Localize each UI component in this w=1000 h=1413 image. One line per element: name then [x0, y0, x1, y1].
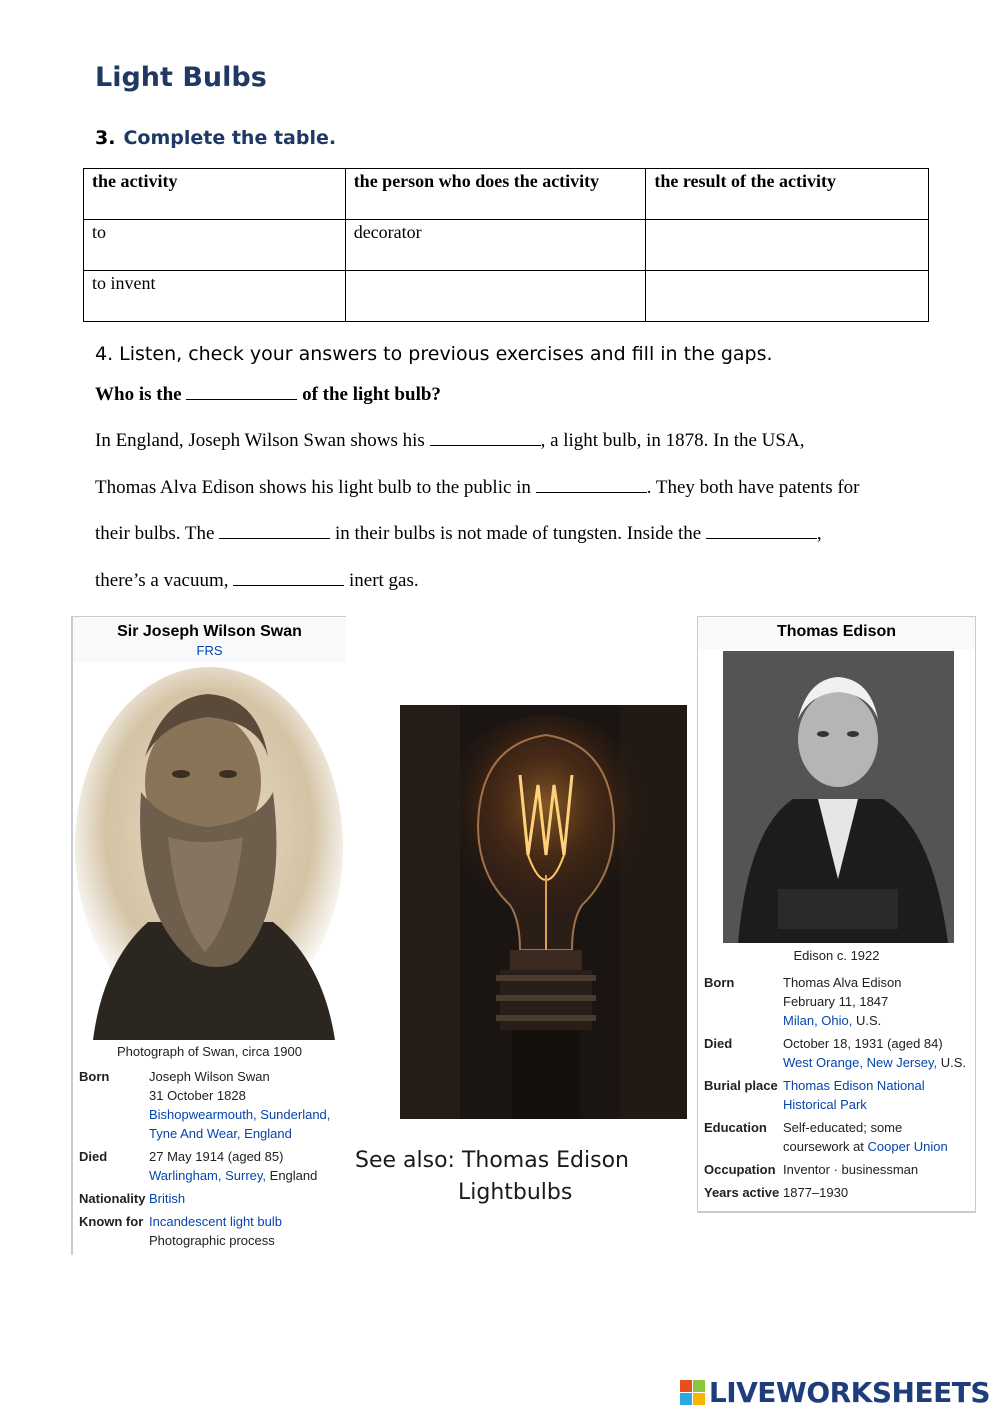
question-text: Who is the — [95, 384, 187, 405]
swan-portrait-image — [73, 662, 346, 1040]
died-place-text: U.S. — [937, 1055, 967, 1070]
see-also-line: Lightbulbs — [458, 1180, 573, 1205]
burial-row — [704, 1074, 969, 1116]
logo-tile — [680, 1393, 692, 1405]
infobox-name: Thomas Edison — [776, 623, 897, 640]
table-answer-cell[interactable] — [646, 271, 929, 322]
born-row — [79, 1065, 340, 1145]
born-value — [149, 1067, 340, 1143]
page-title: Light Bulbs — [95, 62, 267, 93]
paragraph-text: there’s a vacuum, — [95, 570, 234, 591]
born-name: Joseph Wilson Swan — [149, 1069, 270, 1084]
infobox-name: Sir Joseph Wilson Swan — [117, 623, 302, 640]
years-value: 1877–1930 — [783, 1185, 849, 1200]
paragraph-text: in their bulbs is not made of tungsten. Inside the — [330, 523, 706, 544]
known-link[interactable]: Incandescent light bulb — [149, 1214, 282, 1229]
table-cell: decorator — [345, 220, 646, 271]
table-cell: to invent — [84, 271, 346, 322]
paragraph-line — [95, 570, 419, 592]
paragraph-line — [95, 523, 822, 545]
known-label: Known for — [79, 1214, 144, 1229]
died-date: October 18, 1931 (aged 84) — [783, 1036, 943, 1051]
infobox-header — [73, 617, 346, 662]
education-text: Self-educated; some coursework at — [783, 1120, 903, 1154]
occupation-label: Occupation — [704, 1162, 776, 1177]
table-header-cell: the result of the activity — [646, 169, 929, 220]
edison-details — [698, 971, 975, 1204]
education-link[interactable]: Cooper Union — [867, 1139, 948, 1154]
died-place-link[interactable]: West Orange, New Jersey, — [783, 1055, 938, 1070]
occupation-value: Inventor · businessman — [783, 1162, 919, 1177]
born-label: Born — [704, 975, 735, 990]
infobox-header — [698, 617, 975, 649]
table-cell: to — [84, 220, 346, 271]
swan-infobox — [71, 616, 346, 1255]
born-place-text: U.S. — [852, 1013, 882, 1028]
burial-label: Burial place — [704, 1078, 778, 1093]
table-answer-cell[interactable] — [345, 271, 646, 322]
logo-tile — [693, 1380, 705, 1392]
born-place-link[interactable]: Milan, Ohio, — [783, 1013, 853, 1028]
died-value — [149, 1147, 340, 1185]
known-value — [149, 1212, 340, 1250]
gap-question — [95, 384, 441, 406]
task3-number: 3. — [95, 127, 116, 149]
task3-heading — [95, 127, 336, 149]
born-date: February 11, 1847 — [783, 994, 889, 1009]
logo-tile — [680, 1380, 692, 1392]
edison-caption: Edison c. 1922 — [793, 948, 880, 963]
table-row — [84, 220, 929, 271]
see-also — [355, 1145, 665, 1209]
died-row — [704, 1032, 969, 1074]
table-answer-cell[interactable] — [646, 220, 929, 271]
lightbulb-photo — [400, 705, 687, 1119]
paragraph-text: In England, Joseph Wilson Swan shows his — [95, 430, 430, 451]
logo-tile — [693, 1393, 705, 1405]
paragraph-text: , — [816, 523, 822, 544]
edison-infobox — [697, 616, 976, 1213]
paragraph-line — [95, 430, 804, 452]
died-place-link[interactable]: Warlingham, Surrey, — [149, 1168, 267, 1183]
died-label: Died — [79, 1149, 108, 1164]
see-also-line: See also: Thomas Edison — [355, 1148, 630, 1173]
paragraph-text: inert gas. — [344, 570, 419, 591]
task3-instruction: Complete the table. — [123, 127, 337, 149]
known-text: Photographic process — [149, 1233, 275, 1248]
died-date: 27 May 1914 (aged 85) — [149, 1149, 284, 1164]
gap-blank[interactable] — [430, 431, 541, 446]
born-date: 31 October 1828 — [149, 1088, 246, 1103]
swan-caption: Photograph of Swan, circa 1900 — [116, 1044, 302, 1059]
swan-details — [73, 1065, 346, 1252]
paragraph-text: Thomas Alva Edison shows his light bulb to the public in — [95, 477, 536, 498]
born-label: Born — [79, 1069, 110, 1084]
table-header-cell: the person who does the activity — [345, 169, 646, 220]
burial-link[interactable]: Thomas Edison National Historical Park — [783, 1078, 925, 1112]
born-row — [704, 971, 969, 1032]
education-row — [704, 1116, 969, 1158]
gap-blank[interactable] — [536, 478, 647, 493]
paragraph-line — [95, 477, 860, 499]
swan-portrait — [73, 662, 346, 1040]
table-header-row — [84, 169, 929, 220]
paragraph-text: their bulbs. The — [95, 523, 220, 544]
question-text: of the light bulb? — [297, 384, 441, 405]
liveworksheets-text: LIVEWORKSHEETS — [708, 1376, 990, 1409]
paragraph-text: . They both have patents for — [646, 477, 860, 498]
known-row — [79, 1210, 340, 1252]
activity-table — [83, 168, 929, 322]
paragraph-text: , a light bulb, in 1878. In the USA, — [540, 430, 805, 451]
born-place-link[interactable]: Bishopwearmouth, Sunderland, Tyne And Wear, England — [149, 1107, 331, 1141]
liveworksheets-icon — [680, 1380, 705, 1405]
years-label: Years active — [704, 1185, 780, 1200]
born-value — [783, 973, 969, 1030]
task4-instruction: 4. Listen, check your answers to previous exercises and fill in the gaps. — [95, 343, 773, 365]
died-row — [79, 1145, 340, 1187]
gap-blank[interactable] — [186, 385, 297, 400]
liveworksheets-logo[interactable] — [680, 1376, 990, 1409]
born-name: Thomas Alva Edison — [783, 975, 902, 990]
died-label: Died — [704, 1036, 733, 1051]
nationality-label: Nationality — [79, 1191, 146, 1206]
years-row — [704, 1181, 969, 1204]
edison-portrait-image — [698, 649, 975, 944]
table-header-cell: the activity — [84, 169, 346, 220]
nationality-row — [79, 1187, 340, 1210]
gap-blank[interactable] — [233, 571, 344, 586]
education-value — [783, 1118, 969, 1156]
education-label: Education — [704, 1120, 767, 1135]
occupation-row — [704, 1158, 969, 1181]
edison-portrait — [698, 649, 975, 944]
gap-blank[interactable] — [219, 524, 330, 539]
infobox-postnominal[interactable]: FRS — [196, 643, 223, 658]
nationality-link[interactable]: British — [149, 1191, 186, 1206]
gap-blank[interactable] — [706, 524, 817, 539]
died-value — [783, 1034, 969, 1072]
lightbulb-image — [400, 705, 687, 1119]
table-row — [84, 271, 929, 322]
died-place-text: England — [266, 1168, 318, 1183]
